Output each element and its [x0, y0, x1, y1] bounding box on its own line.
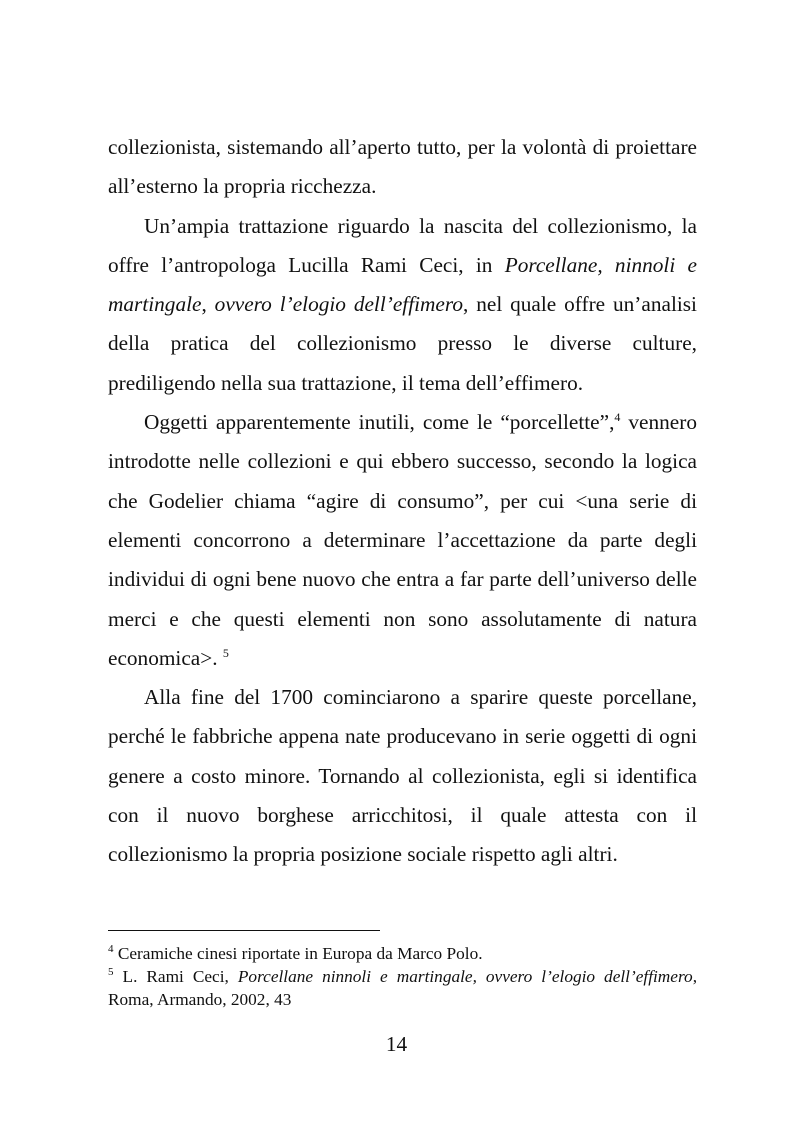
- footnote-number: 5: [108, 966, 114, 979]
- book-title: Porcellane, ninnoli e martingale: [108, 252, 697, 317]
- footnote-text: Ceramiche cinesi riportate in Europa da Marco Polo.: [113, 944, 483, 963]
- paragraph-text: Un’ampia trattazione riguardo la nascita del collezionismo, la offre l’antropologa Lucilla Rami Ceci, in: [108, 213, 697, 277]
- footnote-reference[interactable]: 5: [222, 645, 229, 660]
- paragraph-text: collezionista, sistemando all’aperto tutto, per la volontà di proiettare all’esterno la propria ricchezza.: [108, 135, 697, 199]
- footnote-reference[interactable]: 4: [614, 409, 621, 424]
- paragraph-text: vennero introdotte nelle collezioni e qui ebbero successo, secondo la logica che Godelier chiama “agire di consumo”, per cui <una serie di elementi concorrono a determinare l’accettazione da parte degli individui di ogni bene nuovo che entra a far parte dell’universo delle merci e che questi elementi non sono assolutamente di natura economica>.: [108, 410, 698, 670]
- book-subtitle: ovvero l’elogio dell’effimero: [214, 292, 464, 317]
- footnote-number: 4: [108, 943, 114, 956]
- footnote-divider: [108, 930, 380, 931]
- paragraph-text: Oggetti apparentemente inutili, come le “porcellette”,: [144, 410, 615, 435]
- paragraph-1: [108, 128, 697, 207]
- footnote-text: , Roma, Armando, 2002, 43: [108, 967, 698, 1009]
- paragraph-text: , nel quale offre un’analisi della pratica del collezionismo presso le diverse culture, prediligendo nella sua trattazione, il tema dell’effimero.: [108, 292, 697, 395]
- paragraph-3: [108, 403, 697, 678]
- paragraph-2: [108, 207, 697, 403]
- footnote-5: [108, 965, 697, 1011]
- footnotes: [108, 942, 697, 1011]
- paragraph-text: ,: [201, 292, 215, 317]
- main-text: [108, 128, 697, 875]
- paragraph-text: Alla fine del 1700 cominciarono a sparire queste porcellane, perché le fabbriche appena nate producevano in serie oggetti di ogni genere a costo minore. Tornando al collezionista, egli si identifica con il nuovo borghese arricchitosi, il quale attesta con il collezionismo la propria posizione sociale rispetto agli altri.: [108, 685, 697, 867]
- footnote-text: L. Rami Ceci,: [113, 967, 238, 986]
- footnote-4: [108, 942, 697, 965]
- footnote-book-title: Porcellane ninnoli e martingale, ovvero l’elogio dell’effimero: [237, 967, 693, 986]
- paragraph-4: [108, 678, 697, 874]
- page-number: 14: [385, 1032, 408, 1056]
